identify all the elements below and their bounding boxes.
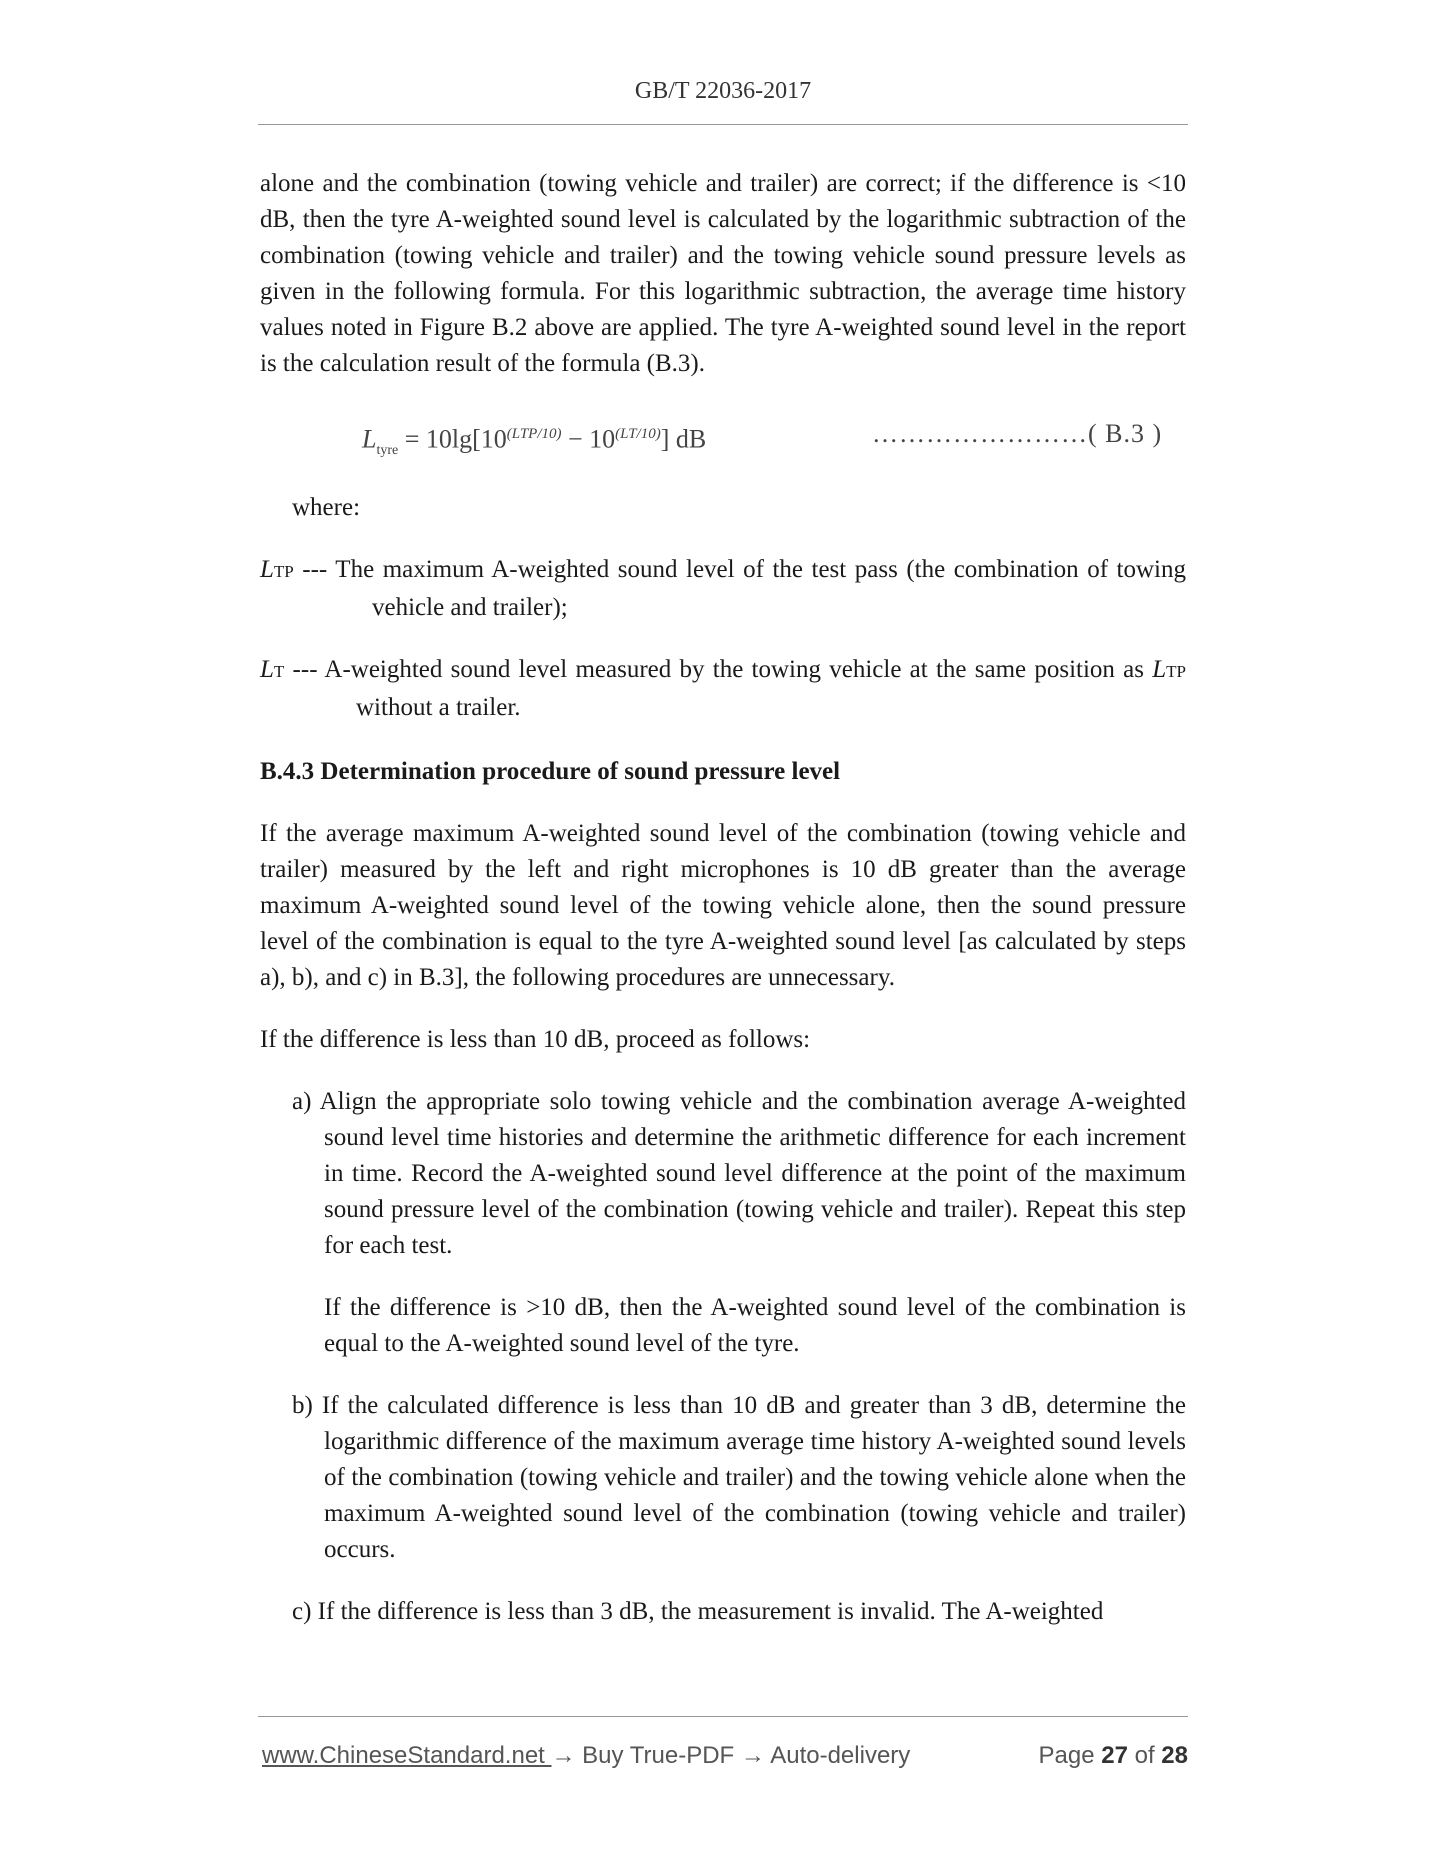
ltp-subscript: TP (273, 562, 294, 581)
page-number (1039, 1742, 1188, 1770)
arrow-icon: → (740, 1742, 765, 1769)
formula-b3 (260, 398, 1186, 480)
definition-ltp (260, 552, 1186, 626)
paragraph-1: If the average maximum A-weighted sound level of the combination (towing vehicle and trailer) measured by the left and right microphones is 10 dB greater than the average maximum A-weighted sound level of the towing vehicle alone, then the sound pressure level of the combination is equal to the tyre A-weighted sound level [as calculated by steps a), b), and c) in B.3], the following procedures are unnecessary. (260, 820, 1186, 991)
where-label: where: (292, 494, 361, 521)
list-item-b: b) If the calculated difference is less than 10 dB and greater than 3 dB, determine the logarithmic difference of the maximum average time history A-weighted sound levels of the combination (towing vehicle and trailer) and the towing vehicle alone when the maximum A-weighted sound level of the combination (towing vehicle and trailer) occurs. (292, 1392, 1186, 1563)
formula-exponent-2: (LT/10) (615, 426, 661, 442)
definition-lt (260, 652, 1186, 726)
lt-subscript: T (273, 662, 285, 681)
arrow-icon: → (551, 1742, 576, 1769)
page-of-label: of (1127, 1742, 1162, 1769)
lt-text-end: without a trailer. (356, 694, 521, 721)
section-heading: B.4.3 Determination procedure of sound pressure level (260, 758, 841, 785)
formula-unit: ] dB (660, 424, 707, 454)
buy-text: Buy True-PDF (575, 1742, 741, 1769)
list-item-c: c) If the difference is less than 3 dB, the measurement is invalid. The A-weighted (292, 1598, 1104, 1625)
formula-expression (362, 416, 706, 469)
formula-symbol: L (362, 424, 377, 454)
page-total: 28 (1161, 1742, 1188, 1769)
ltp-inline-subscript: TP (1166, 662, 1186, 681)
list-item-a: a) Align the appropriate solo towing vehicle and the combination average A-weighted sound level time histories and determine the arithmetic difference for each increment in time. Record the A-weighted sound level difference at the point of the maximum sound pressure level of the combination (towing vehicle and trailer). Repeat this step for each test. (292, 1088, 1186, 1259)
lt-text: --- A-weighted sound level measured by the towing vehicle at the same position as (284, 656, 1153, 683)
formula-eq: = 10lg[10 (398, 424, 507, 454)
footer-promo (262, 1742, 910, 1770)
formula-exponent-1: (LTP/10) (506, 426, 562, 442)
formula-reference: ……………………( B.3 ) (872, 419, 1163, 448)
ltp-symbol: L (260, 556, 274, 583)
page-header: GB/T 22036-2017 (634, 78, 812, 104)
page-current: 27 (1101, 1742, 1128, 1769)
formula-subscript: tyre (376, 442, 399, 458)
delivery-text: Auto-delivery (764, 1742, 911, 1769)
intro-paragraph: alone and the combination (towing vehicle and trailer) are correct; if the difference is <10 dB, then the tyre A-weighted sound level is calculated by the logarithmic subtraction of the combination (towing vehicle and trailer) and the towing vehicle sound pressure levels as given in the following formula. For this logarithmic subtraction, the average time history values noted in Figure B.2 above are applied. The tyre A-weighted sound level in the report is the calculation result of the formula (B.3). (260, 170, 1186, 377)
header-divider (258, 124, 1188, 125)
paragraph-2: If the difference is less than 10 dB, proceed as follows: (260, 1026, 811, 1053)
site-link[interactable]: www.ChineseStandard.net (262, 1742, 552, 1769)
list-item-a-note: If the difference is >10 dB, then the A-weighted sound level of the combination is equal to the A-weighted sound level of the tyre. (324, 1294, 1186, 1357)
footer-divider (258, 1716, 1188, 1717)
formula-minus: − 10 (561, 424, 616, 454)
page-body (260, 166, 1186, 1630)
ltp-inline-symbol: L (1152, 656, 1167, 683)
ltp-text: --- The maximum A-weighted sound level of the test pass (the combination of towing vehicle and trailer); (293, 556, 1186, 621)
lt-symbol: L (260, 656, 274, 683)
page-label: Page (1038, 1742, 1102, 1769)
